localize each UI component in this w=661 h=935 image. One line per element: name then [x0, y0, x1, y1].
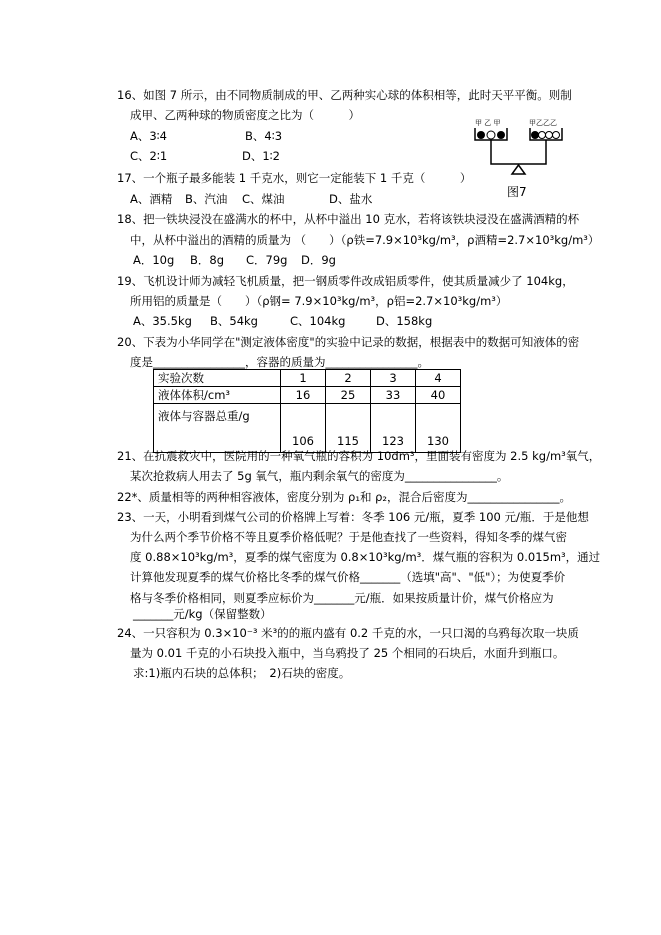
ball-jia: [477, 131, 485, 139]
q17-option-a: A、酒精: [130, 192, 173, 206]
table-header: 2: [326, 370, 371, 387]
q24-line2: 量为 0.01 千克的小石块投入瓶中，当乌鸦投了 25 个相同的石块后，水面升到瓶口。: [130, 646, 565, 660]
q18-line2: 中，从杯中溢出的酒精的质量为 （ ）（ρ铁=7.9×10³kg/m³，ρ酒精=2.7×10³kg/m³）: [130, 233, 600, 247]
q18-line1: 18、把一铁块浸没在盛满水的杯中，从杯中溢出 10 克水，若将该铁块浸没在盛满酒精的杯: [117, 212, 580, 226]
table-cell: 40: [416, 387, 461, 404]
table-cell: 130: [416, 404, 461, 453]
q20-data-table: [153, 369, 461, 453]
ball-jia: [531, 131, 539, 139]
figure-right-label: 甲乙乙乙: [529, 119, 557, 127]
q19-line1: 19、飞机设计师为减轻飞机质量，把一钢质零件改成铝质零件，使其质量减少了 104kg，: [117, 274, 574, 288]
q21-line2: 某次抢救病人用去了 5g 氧气，瓶内剩余氧气的密度为________________。: [130, 469, 509, 483]
q23-line5: 格与冬季价格相同，则夏季应标价为_______元/瓶．如果按质量计价，煤气价格应为: [130, 591, 554, 605]
q20-line1: 20、下表为小华同学在"测定液体密度"的实验中记录的数据，根据表中的数据可知液体的密: [117, 335, 580, 349]
q21-line1: 21、在抗震救灾中，医院用的一种氧气瓶的容积为 10dm³，里面装有密度为 2.5 kg/m³氧气，: [117, 449, 601, 463]
q18-options: [133, 252, 336, 268]
table-row: [154, 387, 461, 404]
ball-yi: [487, 131, 495, 139]
q17-option-d: D、盐水: [329, 192, 373, 206]
q16-option-b: B、4∶3: [245, 129, 283, 143]
table-cell: 16: [281, 387, 326, 404]
ball-yi: [553, 132, 560, 139]
q23-line3: 度 0.88×10³kg/m³，夏季的煤气密度为 0.8×10³kg/m³．煤气瓶的容积为 0.015m³，通过: [130, 550, 601, 564]
q22-line1: 22*、质量相等的两种相容液体，密度分别为 ρ₁和 ρ₂，混合后密度为________________。: [117, 490, 572, 504]
table-header: 1: [281, 370, 326, 387]
table-row: [154, 404, 461, 453]
q24-line1: 24、一只容积为 0.3×10⁻³ 米³的的瓶内盛有 0.2 千克的水，一只口渴的乌鸦每次取一块质: [117, 626, 579, 640]
q20-line2: 度是________________，容器的质量为________________。: [130, 355, 429, 369]
table-cell: 115: [326, 404, 371, 453]
table-cell: 33: [371, 387, 416, 404]
table-header: 实验次数: [154, 370, 281, 387]
q16-option-d: D、1∶2: [242, 149, 280, 163]
q18-option-d: D．9g: [301, 253, 336, 267]
ball-yi: [546, 132, 553, 139]
q23-line1: 23、一天，小明看到煤气公司的价格牌上写着：冬季 106 元/瓶，夏季 100 元/瓶．于是他想: [117, 510, 589, 524]
q17-line1: 17、一个瓶子最多能装 1 千克水，则它一定能装下 1 千克（ ）: [117, 171, 472, 185]
figure-left-label: 甲 乙 甲: [475, 119, 501, 127]
q19-option-d: D、158kg: [376, 314, 433, 328]
ball-yi: [539, 132, 546, 139]
q16-line2: 成甲、乙两种球的物质密度之比为（ ）: [130, 108, 360, 122]
q19-option-b: B、54kg: [210, 314, 258, 328]
table-cell: 25: [326, 387, 371, 404]
q18-option-b: B．8g: [190, 253, 225, 267]
q16-line1: 16、如图 7 所示，由不同物质制成的甲、乙两种实心球的体积相等，此时天平平衡。则制: [117, 88, 572, 102]
q16-option-c: C、2∶1: [130, 149, 168, 163]
table-cell: 液体与容器总重/g: [154, 404, 281, 453]
q16-options-row2: [130, 148, 280, 164]
q17-options: [130, 191, 372, 207]
ball-jia: [497, 131, 505, 139]
q23-line4: 计算他发现夏季的煤气价格比冬季的煤气价格_______（选填"高"、"低"）；为使夏季价: [130, 570, 566, 584]
table-cell: 106: [281, 404, 326, 453]
figure-caption: 图7: [507, 185, 527, 199]
q19-line2: 所用铝的质量是（ ）（ρ钢= 7.9×10³kg/m³，ρ铝=2.7×10³kg/m³）: [130, 294, 508, 308]
q23-line2: 为什么两个季节价格不等且夏季价格低呢？于是他查找了一些资料，得知冬季的煤气密: [130, 530, 567, 544]
q24-line3: 求:1)瓶内石块的总体积； 2)石块的密度。: [133, 666, 351, 680]
q16-option-a: A、3∶4: [130, 129, 167, 143]
q19-options: [133, 313, 432, 329]
q19-option-a: A、35.5kg: [133, 314, 192, 328]
table-cell: 123: [371, 404, 416, 453]
table-header: 4: [416, 370, 461, 387]
table-header-row: [154, 370, 461, 387]
q19-option-c: C、104kg: [290, 314, 346, 328]
q23-line6: _______元/kg（保留整数）: [133, 607, 272, 621]
q17-option-b: B、汽油: [185, 192, 228, 206]
table-cell: 液体体积/cm³: [154, 387, 281, 404]
q18-option-c: C．79g: [246, 253, 288, 267]
q16-options-row1: [130, 128, 282, 144]
table-header: 3: [371, 370, 416, 387]
q17-option-c: C、煤油: [242, 192, 285, 206]
q18-option-a: A．10g: [133, 253, 175, 267]
